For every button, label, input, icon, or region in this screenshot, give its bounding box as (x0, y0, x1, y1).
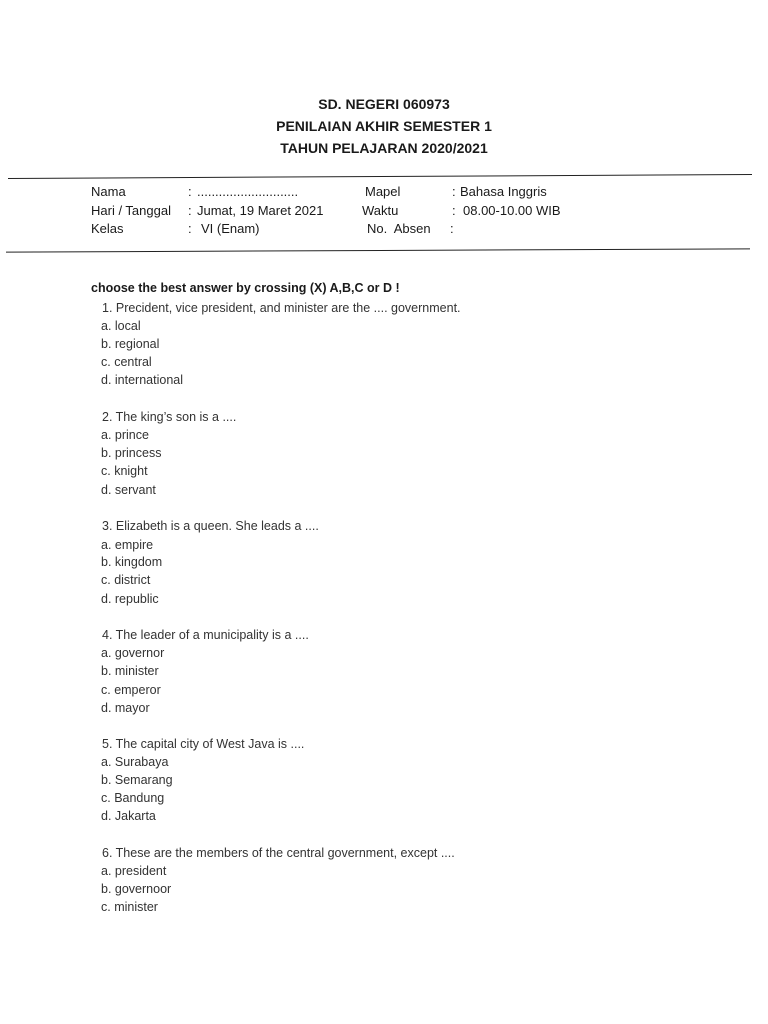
option-4a: a. governor (101, 646, 165, 660)
exam-title: PENILAIAN AKHIR SEMESTER 1 (276, 118, 492, 134)
option-6b: b. governoor (101, 882, 172, 896)
info-value-nama: ............................ (197, 184, 299, 199)
question-2: 2. The king’s son is a .... (102, 410, 237, 424)
option-3a: a. empire (101, 538, 154, 552)
option-1a: a. local (101, 319, 141, 333)
question-3: 3. Elizabeth is a queen. She leads a .... (102, 519, 319, 533)
option-5c: c. Bandung (101, 791, 165, 805)
question-6: 6. These are the members of the central government, except .... (102, 846, 455, 860)
instruction-text: choose the best answer by crossing (X) A,B,C or D ! (91, 281, 400, 295)
info-label-kelas: Kelas (91, 221, 124, 236)
option-1c: c. central (101, 355, 152, 369)
info-value-hari-tanggal: Jumat, 19 Maret 2021 (197, 203, 324, 218)
option-4b: b. minister (101, 664, 159, 678)
school-name: SD. NEGERI 060973 (318, 96, 450, 112)
info-colon: : (188, 184, 192, 199)
info-colon: : (188, 203, 192, 218)
info-colon: : (452, 184, 456, 199)
option-3c: c. district (101, 573, 151, 587)
question-1: 1. Precident, vice president, and minister are the .... government. (102, 301, 461, 315)
option-5a: a. Surabaya (101, 755, 169, 769)
info-label-waktu: Waktu (362, 203, 399, 218)
info-label-nama: Nama (91, 184, 126, 199)
option-2d: d. servant (101, 483, 156, 497)
option-6a: a. president (101, 864, 167, 878)
info-value-kelas: VI (Enam) (201, 221, 260, 236)
option-3d: d. republic (101, 592, 159, 606)
option-6c: c. minister (101, 900, 158, 914)
info-colon: : (452, 203, 456, 218)
option-1d: d. international (101, 373, 184, 387)
info-label-hari-tanggal: Hari / Tanggal (91, 203, 171, 218)
academic-year: TAHUN PELAJARAN 2020/2021 (280, 140, 488, 156)
option-3b: b. kingdom (101, 555, 163, 569)
option-4c: c. emperor (101, 683, 161, 697)
option-2a: a. prince (101, 428, 149, 442)
option-2c: c. knight (101, 464, 148, 478)
info-colon: : (450, 221, 454, 236)
option-5d: d. Jakarta (101, 809, 156, 823)
option-4d: d. mayor (101, 701, 150, 715)
option-1b: b. regional (101, 337, 160, 351)
info-value-mapel: Bahasa Inggris (460, 184, 547, 199)
bottom-divider (6, 248, 750, 252)
top-divider (8, 174, 752, 179)
info-value-waktu: 08.00-10.00 WIB (463, 203, 561, 218)
question-5: 5. The capital city of West Java is .... (102, 737, 305, 751)
question-4: 4. The leader of a municipality is a .... (102, 628, 309, 642)
info-colon: : (188, 221, 192, 236)
info-label-mapel: Mapel (365, 184, 401, 199)
option-2b: b. princess (101, 446, 162, 460)
info-label-no-absen: No. Absen (367, 221, 431, 236)
option-5b: b. Semarang (101, 773, 173, 787)
